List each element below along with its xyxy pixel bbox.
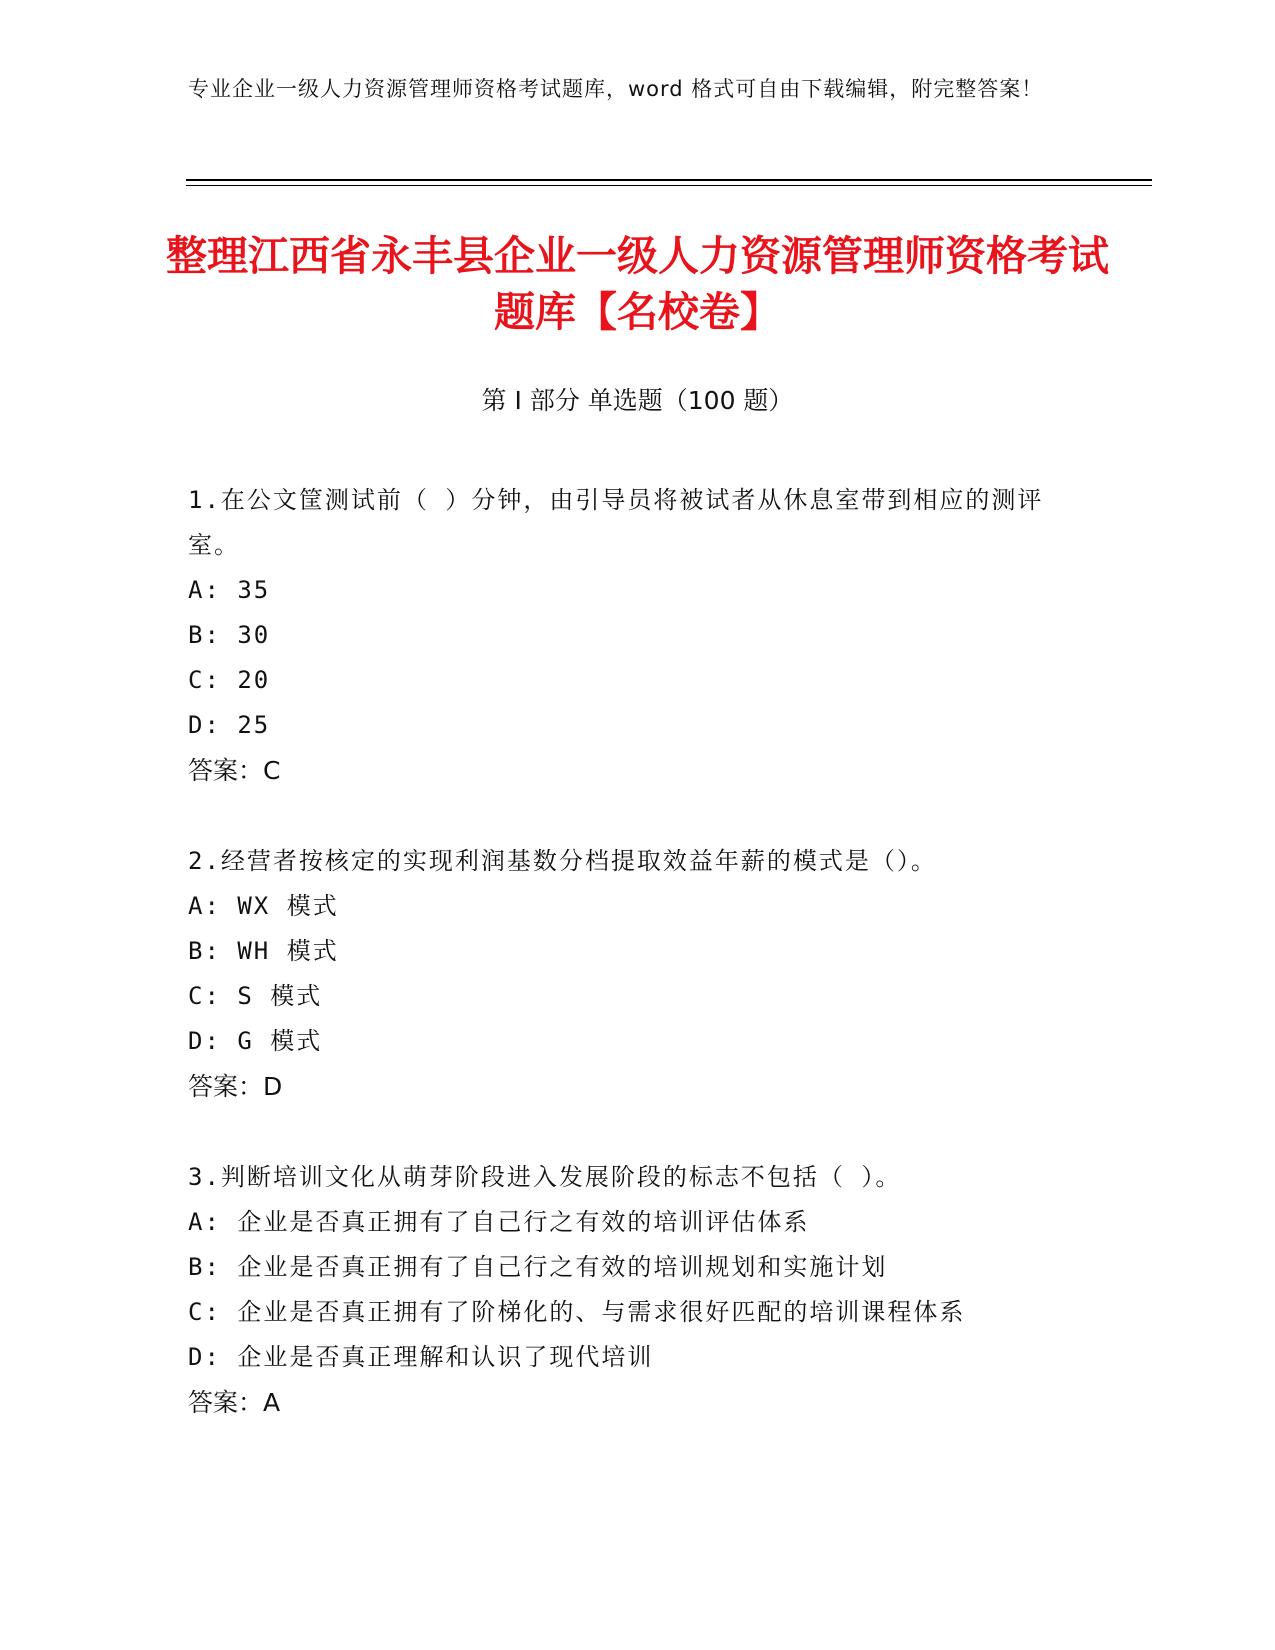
question-stem: 3.判断培训文化从萌芽阶段进入发展阶段的标志不包括（ ）。: [188, 1163, 902, 1191]
option-b: B: 30: [188, 621, 271, 649]
question-3: [188, 1155, 1088, 1425]
question-stem: 1.在公文筐测试前（ ）分钟，由引导员将被试者从休息室带到相应的测评室。: [188, 486, 1044, 559]
option-b: B: WH 模式: [188, 937, 339, 965]
option-d: D: G 模式: [188, 1027, 323, 1055]
header-note: 专业企业一级人力资源管理师资格考试题库，word 格式可自由下载编辑，附完整答案！: [188, 77, 1044, 101]
question-1: [188, 478, 1088, 793]
option-b: B: 企业是否真正拥有了自己行之有效的培训规划和实施计划: [188, 1253, 888, 1281]
question-list: [188, 478, 1088, 1425]
document-title: 整理江西省永丰县企业一级人力资源管理师资格考试题库【名校卷】: [166, 232, 1109, 336]
header-rule-thin: [186, 185, 1152, 186]
option-d: D: 企业是否真正理解和认识了现代培训: [188, 1343, 654, 1371]
answer: 答案：D: [188, 1072, 283, 1101]
option-c: C: S 模式: [188, 982, 323, 1010]
option-d: D: 25: [188, 711, 271, 739]
question-spacer: [188, 793, 1088, 839]
option-a: A: WX 模式: [188, 892, 339, 920]
answer: 答案：A: [188, 1388, 281, 1417]
section-heading: 第 I 部分 单选题（100 题）: [481, 386, 794, 415]
question-spacer: [188, 1109, 1088, 1155]
option-c: C: 企业是否真正拥有了阶梯化的、与需求很好匹配的培训课程体系: [188, 1298, 966, 1326]
option-c: C: 20: [188, 666, 271, 694]
header-rule-thick: [186, 179, 1152, 181]
answer: 答案：C: [188, 756, 281, 785]
question-2: [188, 839, 1088, 1109]
question-stem: 2.经营者按核定的实现利润基数分档提取效益年薪的模式是（）。: [188, 847, 937, 875]
option-a: A: 35: [188, 576, 271, 604]
option-a: A: 企业是否真正拥有了自己行之有效的培训评估体系: [188, 1208, 810, 1236]
